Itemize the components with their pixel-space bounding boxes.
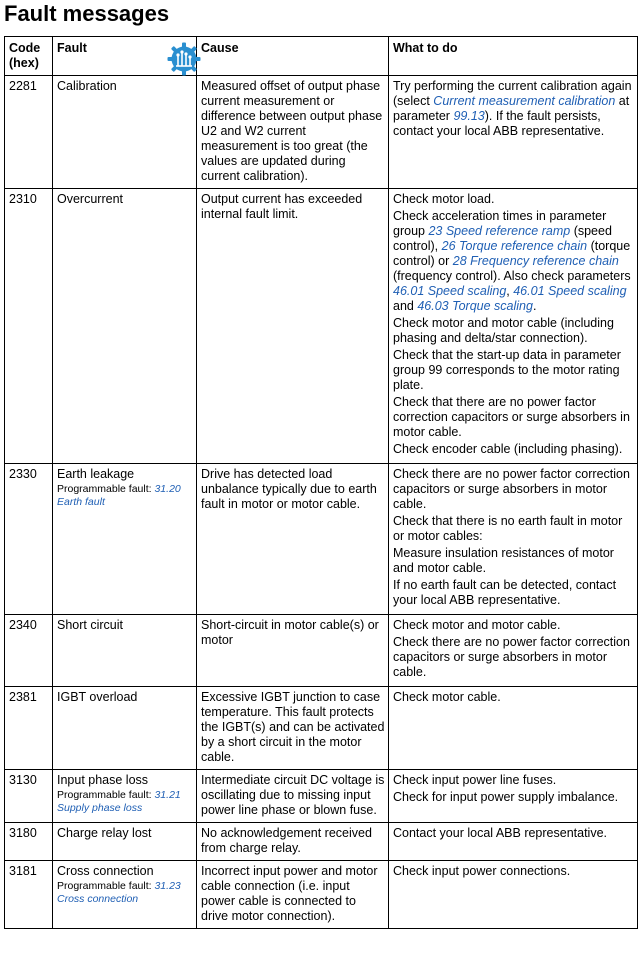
fault-code-cell: 3130	[5, 770, 53, 823]
fault-name: Calibration	[57, 79, 117, 93]
fault-code-cell: 3180	[5, 823, 53, 861]
fault-name: Charge relay lost	[57, 826, 152, 840]
what-to-do-cell	[389, 823, 638, 861]
fault-name-cell	[53, 464, 197, 615]
what-to-do-cell	[389, 464, 638, 615]
action-paragraph	[393, 790, 634, 805]
action-paragraph	[393, 773, 634, 788]
action-paragraph	[393, 467, 634, 512]
table-row	[5, 189, 638, 464]
table-header-row	[5, 37, 638, 76]
action-paragraph	[393, 209, 634, 314]
fault-code-cell: 2340	[5, 615, 53, 687]
programmable-fault-note	[57, 880, 193, 906]
action-text: Check motor load.	[393, 192, 495, 206]
action-paragraph	[393, 618, 634, 633]
action-text: Check there are no power factor correction capacitors or surge absorbers in motor cable.	[393, 635, 630, 679]
action-paragraph	[393, 316, 634, 346]
fault-name: Short circuit	[57, 618, 123, 632]
parameter-link[interactable]: 46.01 Speed scaling	[513, 284, 627, 298]
action-paragraph	[393, 546, 634, 576]
programmable-fault-note	[57, 483, 193, 509]
column-header-cause: Cause	[197, 37, 389, 76]
fault-code-cell: 3181	[5, 861, 53, 929]
fault-name-cell	[53, 770, 197, 823]
action-paragraph	[393, 395, 634, 440]
action-text: Check that there are no power factor correction capacitors or surge absorbers in motor cable.	[393, 395, 630, 439]
what-to-do-cell	[389, 687, 638, 770]
fault-code-cell: 2281	[5, 76, 53, 189]
action-text: and	[393, 299, 418, 313]
programmable-fault-label: Programmable fault:	[57, 880, 155, 892]
action-text: Check encoder cable (including phasing).	[393, 442, 623, 456]
cause-cell: Drive has detected load unbalance typically due to earth fault in motor or motor cable.	[197, 464, 389, 615]
parameter-link[interactable]: Current measurement calibration	[433, 94, 616, 108]
header-code-label: Code (hex)	[9, 41, 41, 70]
fault-name-cell	[53, 687, 197, 770]
action-paragraph	[393, 690, 634, 705]
action-paragraph	[393, 79, 634, 139]
page-title: Fault messages	[4, 1, 170, 26]
parameter-link[interactable]: 46.03 Torque scaling	[417, 299, 533, 313]
gear-network-icon	[166, 41, 202, 77]
action-text: Contact your local ABB representative.	[393, 826, 608, 840]
parameter-link[interactable]: 99.13	[453, 109, 485, 123]
table-row	[5, 861, 638, 929]
parameter-link[interactable]: 28 Frequency reference chain	[452, 254, 619, 268]
action-text: ,	[506, 284, 514, 298]
table-row	[5, 76, 638, 189]
action-paragraph	[393, 826, 634, 841]
column-header-what-to-do: What to do	[389, 37, 638, 76]
fault-code-cell: 2330	[5, 464, 53, 615]
action-paragraph	[393, 635, 634, 680]
column-header-fault	[53, 37, 197, 76]
fault-table	[4, 36, 638, 929]
fault-name: Overcurrent	[57, 192, 123, 206]
programmable-fault-link[interactable]: 31.20 Earth fault	[57, 483, 181, 508]
what-to-do-cell	[389, 76, 638, 189]
action-paragraph	[393, 442, 634, 457]
action-text: (speed control),	[393, 224, 612, 253]
action-text: Try performing the current calibration again (select	[393, 79, 632, 108]
action-paragraph	[393, 192, 634, 207]
programmable-fault-note	[57, 789, 193, 815]
action-text: Check acceleration times in parameter group	[393, 209, 607, 238]
cause-cell: Excessive IGBT junction to case temperature. This fault protects the IGBT(s) and can be activated by a short circuit in the motor cable.	[197, 687, 389, 770]
action-text: (torque control) or	[393, 239, 631, 268]
cause-cell: Measured offset of output phase current measurement or difference between output phase U2 and W2 current measurement is too great (the values are updated during current calibration).	[197, 76, 389, 189]
cause-cell: No acknowledgement received from charge relay.	[197, 823, 389, 861]
action-paragraph	[393, 578, 634, 608]
parameter-link[interactable]: 26 Torque reference chain	[441, 239, 588, 253]
action-text: Check that there is no earth fault in motor or motor cables:	[393, 514, 623, 543]
action-paragraph	[393, 348, 634, 393]
action-text: Check there are no power factor correction capacitors or surge absorbers in motor cable.	[393, 467, 630, 511]
action-text: Measure insulation resistances of motor and motor cable.	[393, 546, 614, 575]
fault-name-cell	[53, 76, 197, 189]
fault-name: Input phase loss	[57, 773, 149, 787]
programmable-fault-link[interactable]: 31.23 Cross connection	[57, 880, 181, 905]
cause-cell: Output current has exceeded internal fault limit.	[197, 189, 389, 464]
programmable-fault-label: Programmable fault:	[57, 483, 155, 495]
fault-name-cell	[53, 861, 197, 929]
cause-cell: Incorrect input power and motor cable connection (i.e. input power cable is connected to drive motor connection).	[197, 861, 389, 929]
column-header-code	[5, 37, 53, 76]
action-text: Check input power line fuses.	[393, 773, 557, 787]
fault-name: Cross connection	[57, 864, 154, 878]
what-to-do-cell	[389, 770, 638, 823]
what-to-do-cell	[389, 861, 638, 929]
what-to-do-cell	[389, 615, 638, 687]
action-text: Check motor and motor cable (including phasing and delta/star connection).	[393, 316, 614, 345]
table-row	[5, 615, 638, 687]
fault-code-cell: 2310	[5, 189, 53, 464]
fault-name-cell	[53, 615, 197, 687]
table-row	[5, 687, 638, 770]
table-row	[5, 770, 638, 823]
action-text: Check for input power supply imbalance.	[393, 790, 619, 804]
what-to-do-cell	[389, 189, 638, 464]
table-row	[5, 823, 638, 861]
table-row	[5, 464, 638, 615]
action-text: Check input power connections.	[393, 864, 571, 878]
programmable-fault-label: Programmable fault:	[57, 789, 155, 801]
fault-code-cell: 2381	[5, 687, 53, 770]
parameter-link[interactable]: 23 Speed reference ramp	[428, 224, 571, 238]
fault-name-cell	[53, 823, 197, 861]
action-text: If no earth fault can be detected, contact your local ABB representative.	[393, 578, 617, 607]
header-fault-label: Fault	[57, 41, 87, 55]
fault-name-cell	[53, 189, 197, 464]
parameter-link[interactable]: 46.01 Speed scaling	[393, 284, 507, 298]
cause-cell: Intermediate circuit DC voltage is oscillating due to missing input power line phase or blown fuse.	[197, 770, 389, 823]
action-text: Check that the start-up data in parameter group 99 corresponds to the motor rating plate.	[393, 348, 621, 392]
action-paragraph	[393, 514, 634, 544]
action-text: Check motor cable.	[393, 690, 501, 704]
fault-name: IGBT overload	[57, 690, 138, 704]
cause-cell: Short-circuit in motor cable(s) or motor	[197, 615, 389, 687]
fault-name: Earth leakage	[57, 467, 135, 481]
action-paragraph	[393, 864, 634, 879]
action-text: at parameter	[393, 94, 630, 123]
action-text: .	[532, 299, 537, 313]
action-text: (frequency control). Also check parameters	[393, 269, 631, 283]
programmable-fault-link[interactable]: 31.21 Supply phase loss	[57, 789, 181, 814]
action-text: Check motor and motor cable.	[393, 618, 561, 632]
action-text: ). If the fault persists, contact your local ABB representative.	[393, 109, 605, 138]
